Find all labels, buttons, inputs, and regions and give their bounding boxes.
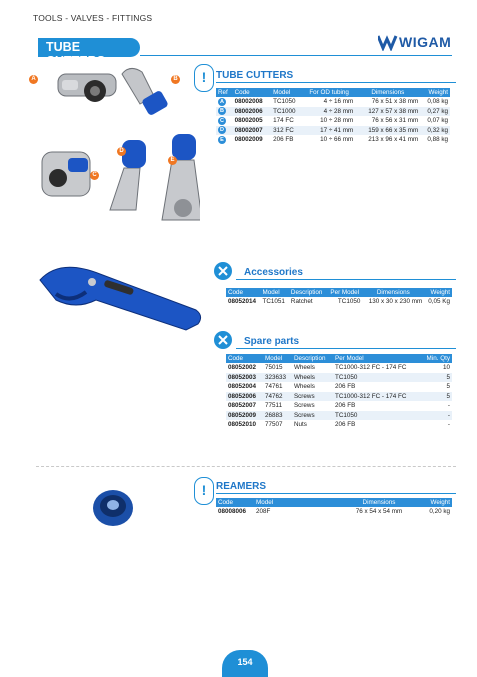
col-dimensions: Dimensions xyxy=(362,288,424,297)
table-header-row xyxy=(216,498,452,507)
col-code: Code xyxy=(226,288,260,297)
model-cell: 77507 xyxy=(265,421,283,429)
col-weight: Weight xyxy=(420,88,450,97)
tube-cutters-heading: TUBE CUTTERS xyxy=(216,70,294,81)
table-row xyxy=(216,126,450,136)
page-title: TUBE CUTTERS xyxy=(46,40,106,68)
code-cell: 08052002 xyxy=(228,364,257,372)
code-cell: 08052009 xyxy=(226,411,263,421)
dimensions-cell: 76 x 54 x 54 mm xyxy=(355,508,403,516)
col-model: Model xyxy=(271,88,303,97)
dimensions-cell: 213 x 96 x 41 mm xyxy=(368,136,419,144)
ratchet-cutter-photo xyxy=(36,250,206,340)
description-cell: Screws xyxy=(293,402,315,410)
table-row xyxy=(216,97,450,107)
min-qty-cell: 10 xyxy=(442,364,450,372)
table-row xyxy=(216,135,450,145)
table-row xyxy=(216,116,450,126)
code-cell: 08052010 xyxy=(228,421,257,429)
col-ref: Ref xyxy=(216,88,233,97)
ref-badge: D xyxy=(218,126,226,134)
per-model-cell: TC1000-312 FC - 174 FC xyxy=(335,364,407,372)
dimensions-cell: 159 x 66 x 35 mm xyxy=(355,126,420,136)
tube-cutters-rule xyxy=(216,82,456,83)
dimensions-cell: 76 x 56 x 31 mm xyxy=(371,117,419,125)
tools-icon xyxy=(214,262,232,280)
ref-badge: E xyxy=(218,136,226,144)
col-description: Description xyxy=(289,288,327,297)
col-min-qty: Min. Qty xyxy=(420,354,452,363)
weight-cell: 0,27 kg xyxy=(420,107,450,117)
table-row xyxy=(216,107,450,117)
wigam-logo xyxy=(378,33,452,51)
section-label: TOOLS - VALVES - FITTINGS xyxy=(33,13,153,23)
table-header-row xyxy=(226,354,452,363)
spare-parts-heading: Spare parts xyxy=(244,336,300,347)
table-row xyxy=(226,401,452,411)
spare-parts-rule xyxy=(236,348,456,349)
model-cell: TC1051 xyxy=(262,298,285,306)
description-cell: Ratchet xyxy=(290,298,313,306)
dimensions-cell: 76 x 51 x 38 mm xyxy=(371,98,419,106)
per-model-cell: 206 FB xyxy=(335,421,356,429)
table-row xyxy=(226,392,452,402)
logo-mark-icon xyxy=(378,33,398,51)
per-model-cell: TC1050 xyxy=(333,411,420,421)
description-cell: Wheels xyxy=(293,364,315,372)
photo-letter-d: D xyxy=(117,147,126,156)
photo-letter-b: B xyxy=(171,75,180,84)
model-cell: 74762 xyxy=(263,392,292,402)
col-model: Model xyxy=(263,354,292,363)
photo-letter-c: C xyxy=(90,171,99,180)
min-qty-cell: - xyxy=(447,402,450,410)
model-cell: 77511 xyxy=(265,402,283,410)
weight-cell: 0,88 kg xyxy=(427,136,448,144)
accessories-table xyxy=(226,288,452,307)
min-qty-cell: 5 xyxy=(420,373,452,383)
ref-badge: C xyxy=(218,117,226,125)
tube-cutter-c-image xyxy=(42,152,90,196)
code-cell: 08052004 xyxy=(228,383,257,391)
info-icon: ! xyxy=(194,477,214,505)
table-row xyxy=(216,507,452,517)
od-cell: 10 ÷ 28 mm xyxy=(320,117,354,125)
per-model-cell: 206 FB xyxy=(335,402,356,410)
col-dimensions: Dimensions xyxy=(342,498,416,507)
logo-text: WIGAM xyxy=(399,34,452,50)
col-weight: Weight xyxy=(424,288,452,297)
tube-cutter-a-image xyxy=(58,74,116,102)
table-row xyxy=(226,373,452,383)
model-cell: 26883 xyxy=(263,411,292,421)
dimensions-cell: 127 x 57 x 38 mm xyxy=(355,107,420,117)
per-model-cell: TC1000-312 FC - 174 FC xyxy=(333,392,420,402)
page-title-band xyxy=(38,38,140,68)
code-cell: 08002009 xyxy=(234,136,263,144)
code-cell: 08052003 xyxy=(226,373,263,383)
description-cell: Nuts xyxy=(293,421,307,429)
od-cell: 17 ÷ 41 mm xyxy=(303,126,355,136)
min-qty-cell: 5 xyxy=(446,383,450,391)
code-cell: 08052007 xyxy=(228,402,257,410)
dimensions-cell: 130 x 30 x 230 mm xyxy=(368,298,423,306)
description-cell: Wheels xyxy=(292,373,333,383)
reamer-photo xyxy=(90,487,136,529)
per-model-cell: 206 FB xyxy=(335,383,356,391)
per-model-cell: TC1050 xyxy=(333,373,420,383)
tube-cutters-table xyxy=(216,88,450,145)
model-cell: 206 FB xyxy=(273,136,294,144)
reamers-rule xyxy=(216,493,456,494)
photo-letter-a: A xyxy=(29,75,38,84)
min-qty-cell: 5 xyxy=(420,392,452,402)
min-qty-cell: - xyxy=(420,411,452,421)
table-row xyxy=(226,411,452,421)
col-per-model: Per Model xyxy=(327,288,362,297)
table-header-row xyxy=(216,88,450,97)
code-cell: 08002008 xyxy=(234,98,263,106)
col-code: Code xyxy=(216,498,254,507)
col-model: Model xyxy=(260,288,288,297)
col-code: Code xyxy=(226,354,263,363)
model-cell: 75015 xyxy=(265,364,283,372)
weight-cell: 0,32 kg xyxy=(420,126,450,136)
description-cell: Screws xyxy=(292,411,333,421)
spare-parts-table xyxy=(226,354,452,430)
table-row xyxy=(226,297,452,307)
ref-badge: A xyxy=(218,98,226,106)
reamers-heading: REAMERS xyxy=(216,481,267,492)
code-cell: 08008006 xyxy=(218,508,247,516)
col-od: For OD tubing xyxy=(303,88,355,97)
tools-icon xyxy=(214,331,232,349)
ref-badge: B xyxy=(218,107,226,115)
table-row xyxy=(226,382,452,392)
od-cell: 10 ÷ 66 mm xyxy=(320,136,354,144)
title-rule xyxy=(140,55,452,56)
model-cell: 74761 xyxy=(265,383,283,391)
tube-cutters-photo xyxy=(40,60,200,232)
page-number: 154 xyxy=(237,657,253,667)
weight-cell: 0,07 kg xyxy=(427,117,448,125)
description-cell: Screws xyxy=(292,392,333,402)
model-cell: 208F xyxy=(256,508,271,516)
page-number-tab xyxy=(222,650,268,677)
col-model: Model xyxy=(254,498,342,507)
weight-cell: 0,08 kg xyxy=(427,98,448,106)
code-cell: 08052006 xyxy=(226,392,263,402)
col-description: Description xyxy=(292,354,333,363)
weight-cell: 0,05 Kg xyxy=(428,298,450,306)
weight-cell: 0,20 kg xyxy=(429,508,450,516)
model-cell: TC1050 xyxy=(273,98,296,106)
table-header-row xyxy=(226,288,452,297)
reamers-table xyxy=(216,498,452,517)
min-qty-cell: - xyxy=(447,421,450,429)
model-cell: 323633 xyxy=(263,373,292,383)
tube-cutter-b-image xyxy=(122,68,169,116)
col-code: Code xyxy=(233,88,272,97)
accessories-heading: Accessories xyxy=(244,267,303,278)
code-cell: 08052014 xyxy=(228,298,257,306)
model-cell: TC1000 xyxy=(271,107,303,117)
photo-letter-e: E xyxy=(168,156,177,165)
model-cell: 312 FC xyxy=(271,126,303,136)
code-cell: 08002007 xyxy=(233,126,272,136)
tube-cutter-d-image xyxy=(110,140,146,210)
per-model-cell: TC1050 xyxy=(337,298,361,306)
table-row xyxy=(226,363,452,373)
col-dimensions: Dimensions xyxy=(355,88,420,97)
table-row xyxy=(226,420,452,430)
accessories-rule xyxy=(236,279,456,280)
tube-cutter-e-image xyxy=(162,134,200,220)
model-cell: 174 FC xyxy=(273,117,294,125)
od-cell: 4 ÷ 16 mm xyxy=(323,98,354,106)
od-cell: 4 ÷ 28 mm xyxy=(303,107,355,117)
col-per-model: Per Model xyxy=(333,354,420,363)
section-divider xyxy=(36,466,456,467)
info-icon: ! xyxy=(194,64,214,92)
code-cell: 08002005 xyxy=(234,117,263,125)
col-weight: Weight xyxy=(416,498,452,507)
code-cell: 08002006 xyxy=(233,107,272,117)
description-cell: Wheels xyxy=(293,383,315,391)
